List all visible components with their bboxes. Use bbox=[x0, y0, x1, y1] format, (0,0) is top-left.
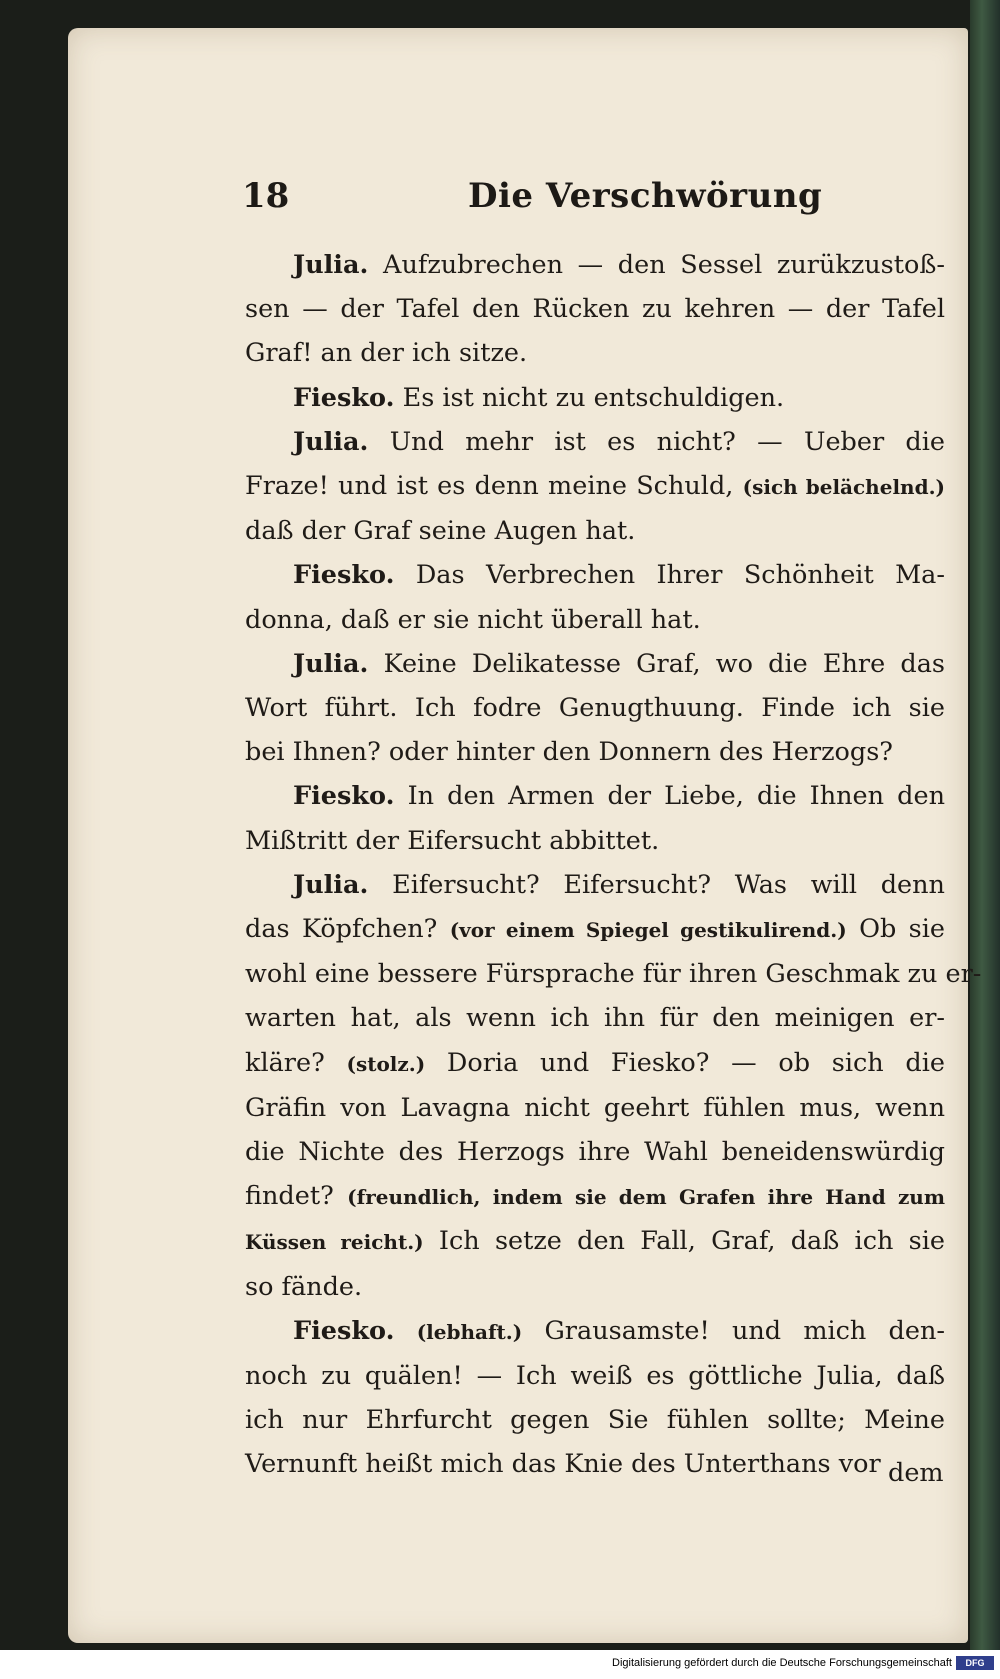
text-line bbox=[245, 1265, 945, 1309]
text-line bbox=[245, 730, 945, 774]
text-line bbox=[245, 952, 982, 996]
speaker-name: Julia. bbox=[293, 869, 369, 900]
line-text: Es ist nicht zu entschuldigen. bbox=[402, 382, 785, 413]
speaker-name: Fiesko. bbox=[293, 1315, 395, 1346]
text-line bbox=[245, 996, 945, 1040]
line-text: Grausamste! und mich den- bbox=[544, 1315, 946, 1346]
stage-direction: (vor einem Spiegel gestikulirend.) bbox=[449, 918, 847, 943]
line-text: die Nichte des Herzogs ihre Wahl beneidenswürdig bbox=[245, 1137, 945, 1168]
line-text: Graf! an der ich sitze. bbox=[245, 338, 528, 369]
text-line bbox=[245, 642, 945, 686]
line-text: Eifersucht? Eifersucht? Was will denn bbox=[392, 869, 945, 900]
footer-credit: Digitalisierung gefördert durch die Deutsche Forschungsgemeinschaft bbox=[612, 1657, 952, 1669]
line-text: Doria und Fiesko? — ob sich die bbox=[446, 1047, 946, 1078]
line-text: wohl eine bessere Fürsprache für ihren Geschmak zu er- bbox=[245, 959, 982, 990]
text-line bbox=[245, 1309, 945, 1354]
text-line bbox=[245, 1041, 945, 1086]
text-line bbox=[245, 464, 945, 509]
speaker-name: Fiesko. bbox=[293, 781, 395, 812]
line-text: Fraze! und ist es denn meine Schuld, bbox=[245, 471, 734, 502]
line-text: Gräfin von Lavagna nicht geehrt fühlen mus, wenn bbox=[245, 1092, 945, 1123]
line-text: das Köpfchen? bbox=[245, 914, 438, 945]
line-text: Wort führt. Ich fodre Genugthuung. Finde ich sie bbox=[245, 693, 945, 724]
text-line bbox=[245, 331, 945, 375]
line-text: kläre? bbox=[245, 1047, 325, 1078]
line-text: bei Ihnen? oder hinter den Donnern des Herzogs? bbox=[245, 737, 893, 768]
page-header bbox=[68, 176, 968, 236]
speaker-name: Julia. bbox=[293, 648, 369, 679]
text-line bbox=[245, 376, 945, 420]
text-line bbox=[245, 1442, 945, 1486]
speaker-name: Julia. bbox=[293, 250, 369, 280]
line-text: Aufzubrechen — den Sessel zurükzustoß- bbox=[383, 250, 946, 280]
text-line bbox=[245, 1398, 945, 1442]
speaker-name: Fiesko. bbox=[293, 560, 395, 591]
text-line bbox=[245, 686, 945, 730]
line-text: Und mehr ist es nicht? — Ueber die bbox=[389, 426, 945, 457]
book-binding bbox=[970, 0, 1000, 1650]
text-line bbox=[245, 907, 945, 952]
line-text: Vernunft heißt mich das Knie des Unterthans vor bbox=[245, 1449, 881, 1480]
text-line bbox=[245, 1174, 945, 1219]
line-text: Ich setze den Fall, Graf, daß ich sie bbox=[438, 1226, 946, 1257]
text-line bbox=[245, 863, 945, 907]
digitization-footer bbox=[0, 1650, 1000, 1679]
dfg-logo: DFG bbox=[956, 1656, 994, 1670]
book-page bbox=[68, 28, 982, 1643]
text-line bbox=[245, 287, 945, 331]
running-head: Die Verschwörung bbox=[468, 176, 823, 216]
text-line bbox=[245, 819, 945, 863]
stage-direction: (stolz.) bbox=[346, 1051, 426, 1076]
line-text: donna, daß er sie nicht überall hat. bbox=[245, 604, 701, 635]
line-text: Keine Delikatesse Graf, wo die Ehre das bbox=[383, 648, 945, 679]
text-line bbox=[245, 1354, 945, 1398]
line-text: In den Armen der Liebe, die Ihnen den bbox=[407, 781, 945, 812]
text-line bbox=[245, 509, 945, 553]
line-text: Mißtritt der Eifersucht abbittet. bbox=[245, 825, 660, 856]
stage-direction: (freundlich, indem sie dem Grafen ihre Hand zum bbox=[347, 1185, 945, 1210]
line-text: so fände. bbox=[245, 1271, 363, 1302]
catchword: dem bbox=[888, 1458, 944, 1488]
text-line bbox=[245, 1086, 945, 1130]
text-line bbox=[245, 598, 945, 642]
text-line bbox=[245, 1219, 945, 1264]
page-number: 18 bbox=[242, 176, 290, 216]
text-line bbox=[245, 774, 945, 818]
line-text: findet? bbox=[245, 1181, 334, 1212]
stage-direction: (sich belächelnd.) bbox=[742, 475, 945, 500]
line-text: sen — der Tafel den Rücken zu kehren — der Tafel bbox=[245, 294, 945, 325]
stage-direction: (lebhaft.) bbox=[416, 1319, 523, 1344]
stage-direction: Küssen reicht.) bbox=[245, 1230, 424, 1255]
text-line bbox=[245, 553, 945, 597]
line-text: Ob sie bbox=[859, 914, 945, 945]
line-text: warten hat, als wenn ich ihn für den meinigen er- bbox=[245, 1003, 945, 1034]
dialogue-text bbox=[245, 243, 982, 1487]
line-text: ich nur Ehrfurcht gegen Sie fühlen sollte; Meine bbox=[245, 1405, 945, 1436]
speaker-name: Julia. bbox=[293, 426, 369, 457]
line-text: daß der Graf seine Augen hat. bbox=[245, 516, 636, 547]
text-line bbox=[245, 243, 945, 287]
line-text: Das Verbrechen Ihrer Schönheit Ma- bbox=[415, 560, 945, 591]
text-line bbox=[245, 1130, 945, 1174]
speaker-name: Fiesko. bbox=[293, 382, 395, 413]
line-text: noch zu quälen! — Ich weiß es göttliche Julia, daß bbox=[245, 1361, 945, 1392]
text-line bbox=[245, 420, 945, 464]
